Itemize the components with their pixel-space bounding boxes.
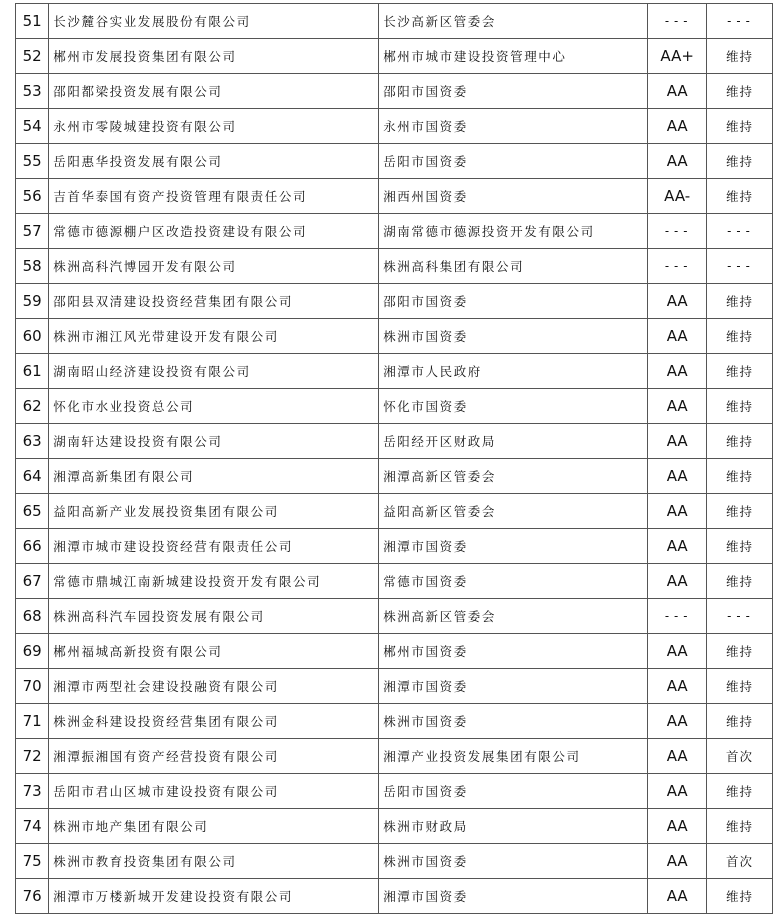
row-number: 52 [16,39,49,74]
row-number: 76 [16,879,49,914]
company-name: 湖南昭山经济建设投资有限公司 [49,354,379,389]
rating-action: 维持 [707,144,773,179]
controlling-entity: 岳阳市国资委 [379,774,648,809]
rating-action: 维持 [707,809,773,844]
controlling-entity: 永州市国资委 [379,109,648,144]
controlling-entity: 岳阳市国资委 [379,144,648,179]
company-name: 株洲高科汽车园投资发展有限公司 [49,599,379,634]
row-number: 65 [16,494,49,529]
rating-action: 维持 [707,459,773,494]
company-name: 常德市鼎城江南新城建设投资开发有限公司 [49,564,379,599]
table-row [16,704,773,739]
table-row [16,809,773,844]
credit-rating: AA [648,879,707,914]
controlling-entity: 株洲市国资委 [379,319,648,354]
row-number: 55 [16,144,49,179]
row-number: 53 [16,74,49,109]
row-number: 71 [16,704,49,739]
row-number: 60 [16,319,49,354]
row-number: 74 [16,809,49,844]
rating-action: 首次 [707,739,773,774]
credit-rating: AA+ [648,39,707,74]
credit-rating: AA [648,319,707,354]
table-row [16,4,773,39]
company-name: 邵阳县双清建设投资经营集团有限公司 [49,284,379,319]
table-row [16,634,773,669]
controlling-entity: 湖南常德市德源投资开发有限公司 [379,214,648,249]
row-number: 57 [16,214,49,249]
controlling-entity: 株洲市国资委 [379,704,648,739]
table-row [16,739,773,774]
company-name: 邵阳都梁投资发展有限公司 [49,74,379,109]
controlling-entity: 益阳高新区管委会 [379,494,648,529]
controlling-entity: 湘西州国资委 [379,179,648,214]
table-row [16,774,773,809]
table-row [16,319,773,354]
controlling-entity: 怀化市国资委 [379,389,648,424]
company-name: 常德市德源棚户区改造投资建设有限公司 [49,214,379,249]
credit-rating: AA [648,634,707,669]
company-name: 湘潭市两型社会建设投融资有限公司 [49,669,379,704]
credit-rating: AA- [648,179,707,214]
company-name: 永州市零陵城建投资有限公司 [49,109,379,144]
company-name: 湘潭市万楼新城开发建设投资有限公司 [49,879,379,914]
row-number: 70 [16,669,49,704]
row-number: 63 [16,424,49,459]
rating-action: --- [707,214,773,249]
table-row [16,459,773,494]
credit-rating: AA [648,844,707,879]
credit-rating: AA [648,564,707,599]
credit-rating: AA [648,144,707,179]
credit-rating: AA [648,284,707,319]
table-row [16,249,773,284]
rating-action: --- [707,599,773,634]
rating-action: 维持 [707,179,773,214]
company-name: 湘潭高新集团有限公司 [49,459,379,494]
table-row [16,494,773,529]
table-row [16,529,773,564]
table-row [16,284,773,319]
row-number: 56 [16,179,49,214]
credit-rating: AA [648,774,707,809]
rating-action: 维持 [707,319,773,354]
row-number: 64 [16,459,49,494]
company-name: 岳阳惠华投资发展有限公司 [49,144,379,179]
controlling-entity: 湘潭市人民政府 [379,354,648,389]
credit-rating: AA [648,494,707,529]
rating-action: 维持 [707,284,773,319]
table-row [16,214,773,249]
controlling-entity: 株洲市财政局 [379,809,648,844]
table-row [16,109,773,144]
rating-action: 维持 [707,879,773,914]
controlling-entity: 常德市国资委 [379,564,648,599]
rating-action: 维持 [707,424,773,459]
company-name: 湘潭振湘国有资产经营投资有限公司 [49,739,379,774]
credit-rating: AA [648,739,707,774]
rating-action: 维持 [707,529,773,564]
credit-rating: --- [648,249,707,284]
controlling-entity: 湘潭产业投资发展集团有限公司 [379,739,648,774]
issuer-table [15,3,773,914]
company-name: 怀化市水业投资总公司 [49,389,379,424]
table-row [16,844,773,879]
credit-rating: --- [648,599,707,634]
company-name: 湘潭市城市建设投资经营有限责任公司 [49,529,379,564]
rating-action: --- [707,249,773,284]
company-name: 株洲市湘江风光带建设开发有限公司 [49,319,379,354]
row-number: 73 [16,774,49,809]
company-name: 株洲金科建设投资经营集团有限公司 [49,704,379,739]
row-number: 72 [16,739,49,774]
company-name: 株洲高科汽博园开发有限公司 [49,249,379,284]
table-row [16,879,773,914]
credit-rating: AA [648,389,707,424]
rating-action: 维持 [707,109,773,144]
rating-action: 维持 [707,74,773,109]
credit-rating: AA [648,809,707,844]
table-row [16,144,773,179]
table-row [16,599,773,634]
credit-rating: AA [648,529,707,564]
row-number: 66 [16,529,49,564]
company-name: 益阳高新产业发展投资集团有限公司 [49,494,379,529]
credit-rating: AA [648,109,707,144]
controlling-entity: 湘潭市国资委 [379,529,648,564]
row-number: 67 [16,564,49,599]
controlling-entity: 湘潭市国资委 [379,879,648,914]
rating-action: 维持 [707,564,773,599]
company-name: 株洲市地产集团有限公司 [49,809,379,844]
row-number: 69 [16,634,49,669]
row-number: 51 [16,4,49,39]
company-name: 郴州福城高新投资有限公司 [49,634,379,669]
rating-action: --- [707,4,773,39]
table-row [16,424,773,459]
credit-rating: AA [648,459,707,494]
row-number: 61 [16,354,49,389]
rating-action: 首次 [707,844,773,879]
row-number: 68 [16,599,49,634]
credit-rating: AA [648,424,707,459]
row-number: 62 [16,389,49,424]
row-number: 59 [16,284,49,319]
company-name: 吉首华泰国有资产投资管理有限责任公司 [49,179,379,214]
rating-action: 维持 [707,669,773,704]
row-number: 54 [16,109,49,144]
rating-action: 维持 [707,354,773,389]
credit-rating: AA [648,669,707,704]
table-row [16,669,773,704]
credit-rating: AA [648,354,707,389]
table-row [16,74,773,109]
controlling-entity: 邵阳市国资委 [379,284,648,319]
controlling-entity: 湘潭高新区管委会 [379,459,648,494]
company-name: 湖南轩达建设投资有限公司 [49,424,379,459]
controlling-entity: 岳阳经开区财政局 [379,424,648,459]
company-name: 岳阳市君山区城市建设投资有限公司 [49,774,379,809]
table-row [16,179,773,214]
table-row [16,39,773,74]
controlling-entity: 株洲高新区管委会 [379,599,648,634]
table-row [16,564,773,599]
rating-action: 维持 [707,39,773,74]
row-number: 58 [16,249,49,284]
credit-rating: AA [648,74,707,109]
table-row [16,389,773,424]
controlling-entity: 长沙高新区管委会 [379,4,648,39]
rating-action: 维持 [707,774,773,809]
rating-action: 维持 [707,634,773,669]
company-name: 郴州市发展投资集团有限公司 [49,39,379,74]
rating-action: 维持 [707,494,773,529]
controlling-entity: 郴州市国资委 [379,634,648,669]
rating-action: 维持 [707,389,773,424]
controlling-entity: 株洲市国资委 [379,844,648,879]
controlling-entity: 湘潭市国资委 [379,669,648,704]
issuer-table-body [16,4,773,914]
row-number: 75 [16,844,49,879]
company-name: 长沙麓谷实业发展股份有限公司 [49,4,379,39]
rating-action: 维持 [707,704,773,739]
table-row [16,354,773,389]
credit-rating: --- [648,4,707,39]
credit-rating: AA [648,704,707,739]
controlling-entity: 邵阳市国资委 [379,74,648,109]
controlling-entity: 郴州市城市建设投资管理中心 [379,39,648,74]
controlling-entity: 株洲高科集团有限公司 [379,249,648,284]
company-name: 株洲市教育投资集团有限公司 [49,844,379,879]
credit-rating: --- [648,214,707,249]
